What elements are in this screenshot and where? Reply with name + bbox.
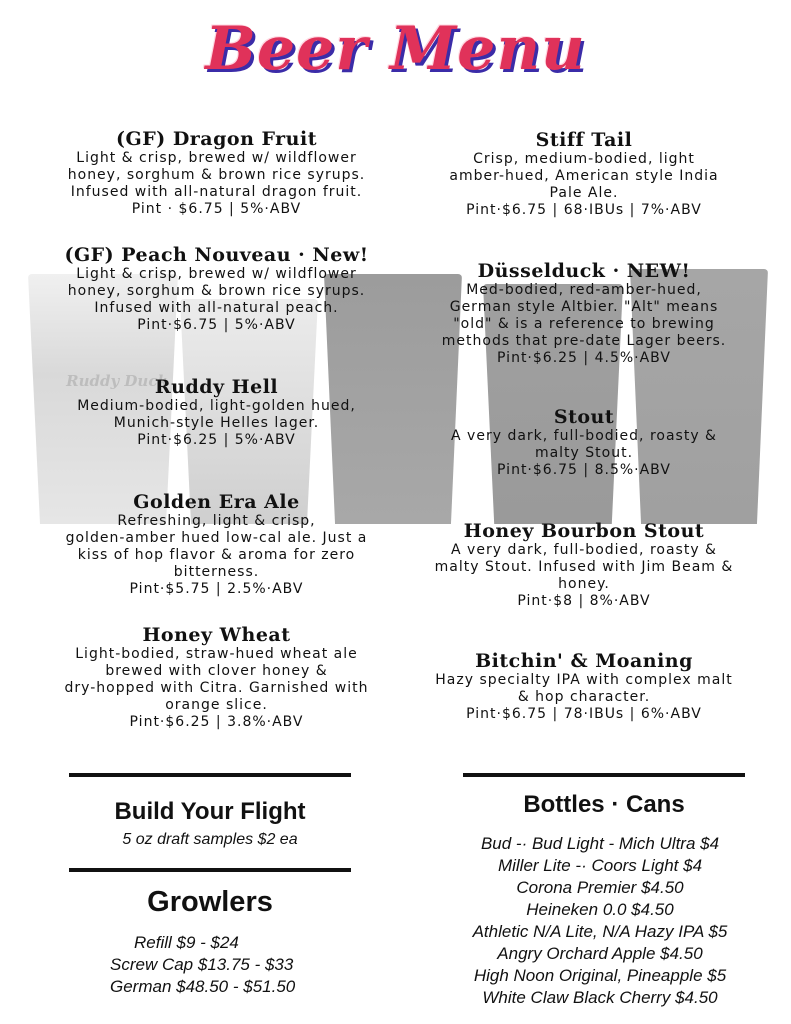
beer-item-peach-nouveau: [30, 244, 403, 334]
list-item: German $48.50 - $51.50: [110, 977, 296, 996]
beer-price: Pint·$6.25 | 5%·ABV: [137, 432, 296, 448]
list-item: Refill $9 - $24: [134, 933, 239, 952]
beer-price: Pint·$6.75 | 5%·ABV: [137, 317, 296, 333]
list-item: Bud -· Bud Light - Mich Ultra $4: [480, 834, 720, 853]
beer-name: Bitchin' & Moaning: [475, 650, 693, 672]
flight-title: Build Your Flight: [114, 798, 306, 825]
beer-description: Med-bodied, red-amber-hued, German style Altbier. "Alt" means "old" & is a reference to brewing methods that pre-date Lager beers.: [441, 282, 727, 349]
beer-item-ruddy-hell: [30, 376, 403, 449]
list-item: Corona Premier $4.50: [516, 878, 684, 897]
beer-item-stout: [414, 406, 754, 479]
glass-logo: Ruddy Duck: [66, 372, 168, 390]
beer-price: Pint·$6.75 | 68·IBUs | 7%·ABV: [466, 202, 702, 218]
list-item: Miller Lite -· Coors Light $4: [497, 856, 703, 875]
beer-description: Hazy specialty IPA with complex malt & hop character.: [435, 672, 733, 705]
growlers-list: [100, 932, 340, 998]
beer-price: Pint·$6.75 | 8.5%·ABV: [497, 462, 671, 478]
flight-subtitle: 5 oz draft samples $2 ea: [122, 831, 298, 848]
beer-item-stiff-tail: [414, 129, 754, 219]
list-item: White Claw Black Cherry $4.50: [482, 988, 718, 1007]
beer-description: Light-bodied, straw-hued wheat ale brewed with clover honey & dry-hopped with Citra. Garnished with orange slice.: [64, 646, 369, 713]
beer-item-honey-wheat: [30, 624, 403, 731]
beer-name: Honey Wheat: [142, 624, 291, 646]
beer-price: Pint · $6.75 | 5%·ABV: [131, 201, 302, 217]
beer-name: (GF) Dragon Fruit: [116, 128, 317, 150]
list-item: Heineken 0.0 $4.50: [526, 900, 674, 919]
list-item: Athletic N/A Lite, N/A Hazy IPA $5: [472, 922, 728, 941]
beer-price: Pint·$6.25 | 4.5%·ABV: [497, 350, 671, 366]
beer-description: Refreshing, light & crisp, golden-amber hued low-cal ale. Just a kiss of hop flavor & aroma for zero bitterness.: [65, 513, 368, 580]
beer-item-dusselduck: [414, 260, 754, 367]
beer-description: Medium-bodied, light-golden hued, Munich-style Helles lager.: [77, 398, 356, 431]
list-item: Angry Orchard Apple $4.50: [497, 944, 703, 963]
beer-name: Stiff Tail: [535, 129, 633, 151]
beer-description: Light & crisp, brewed w/ wildflower honey, sorghum & brown rice syrups. Infused with all-natural dragon fruit.: [67, 150, 366, 200]
growlers-title: Growlers: [147, 886, 273, 918]
divider: [69, 868, 351, 872]
beer-name: Ruddy Hell: [154, 376, 279, 398]
list-item: Screw Cap $13.75 - $33: [110, 955, 294, 974]
beer-name: (GF) Peach Nouveau · New!: [64, 244, 369, 266]
list-item: High Noon Original, Pineapple $5: [473, 966, 727, 985]
beer-description: Crisp, medium-bodied, light amber-hued, American style India Pale Ale.: [449, 151, 719, 201]
divider: [463, 773, 745, 777]
divider: [69, 773, 351, 777]
beer-item-golden-era-ale: [30, 491, 403, 598]
bottles-list: [430, 833, 770, 1009]
beer-item-dragon-fruit: [30, 128, 403, 218]
beer-price: Pint·$5.75 | 2.5%·ABV: [129, 581, 304, 597]
beer-name: Honey Bourbon Stout: [463, 520, 705, 542]
beer-name: Düsselduck · NEW!: [477, 260, 691, 282]
bottles-title: Bottles · Cans: [523, 791, 685, 818]
beer-name: Stout: [553, 406, 615, 428]
menu-title: Beer Menu: [205, 14, 586, 84]
beer-name: Golden Era Ale: [133, 491, 300, 513]
beer-description: A very dark, full-bodied, roasty & malty Stout. Infused with Jim Beam & honey.: [434, 542, 734, 592]
beer-item-honey-bourbon-stout: [414, 520, 754, 610]
beer-description: A very dark, full-bodied, roasty & malty Stout.: [451, 428, 717, 461]
beer-price: Pint·$6.75 | 78·IBUs | 6%·ABV: [466, 706, 702, 722]
beer-item-bitchin-moaning: [414, 650, 754, 723]
beer-price: Pint·$8 | 8%·ABV: [517, 593, 651, 609]
beer-description: Light & crisp, brewed w/ wildflower honey, sorghum & brown rice syrups. Infused with all-natural peach.: [67, 266, 366, 316]
beer-price: Pint·$6.25 | 3.8%·ABV: [129, 714, 304, 730]
